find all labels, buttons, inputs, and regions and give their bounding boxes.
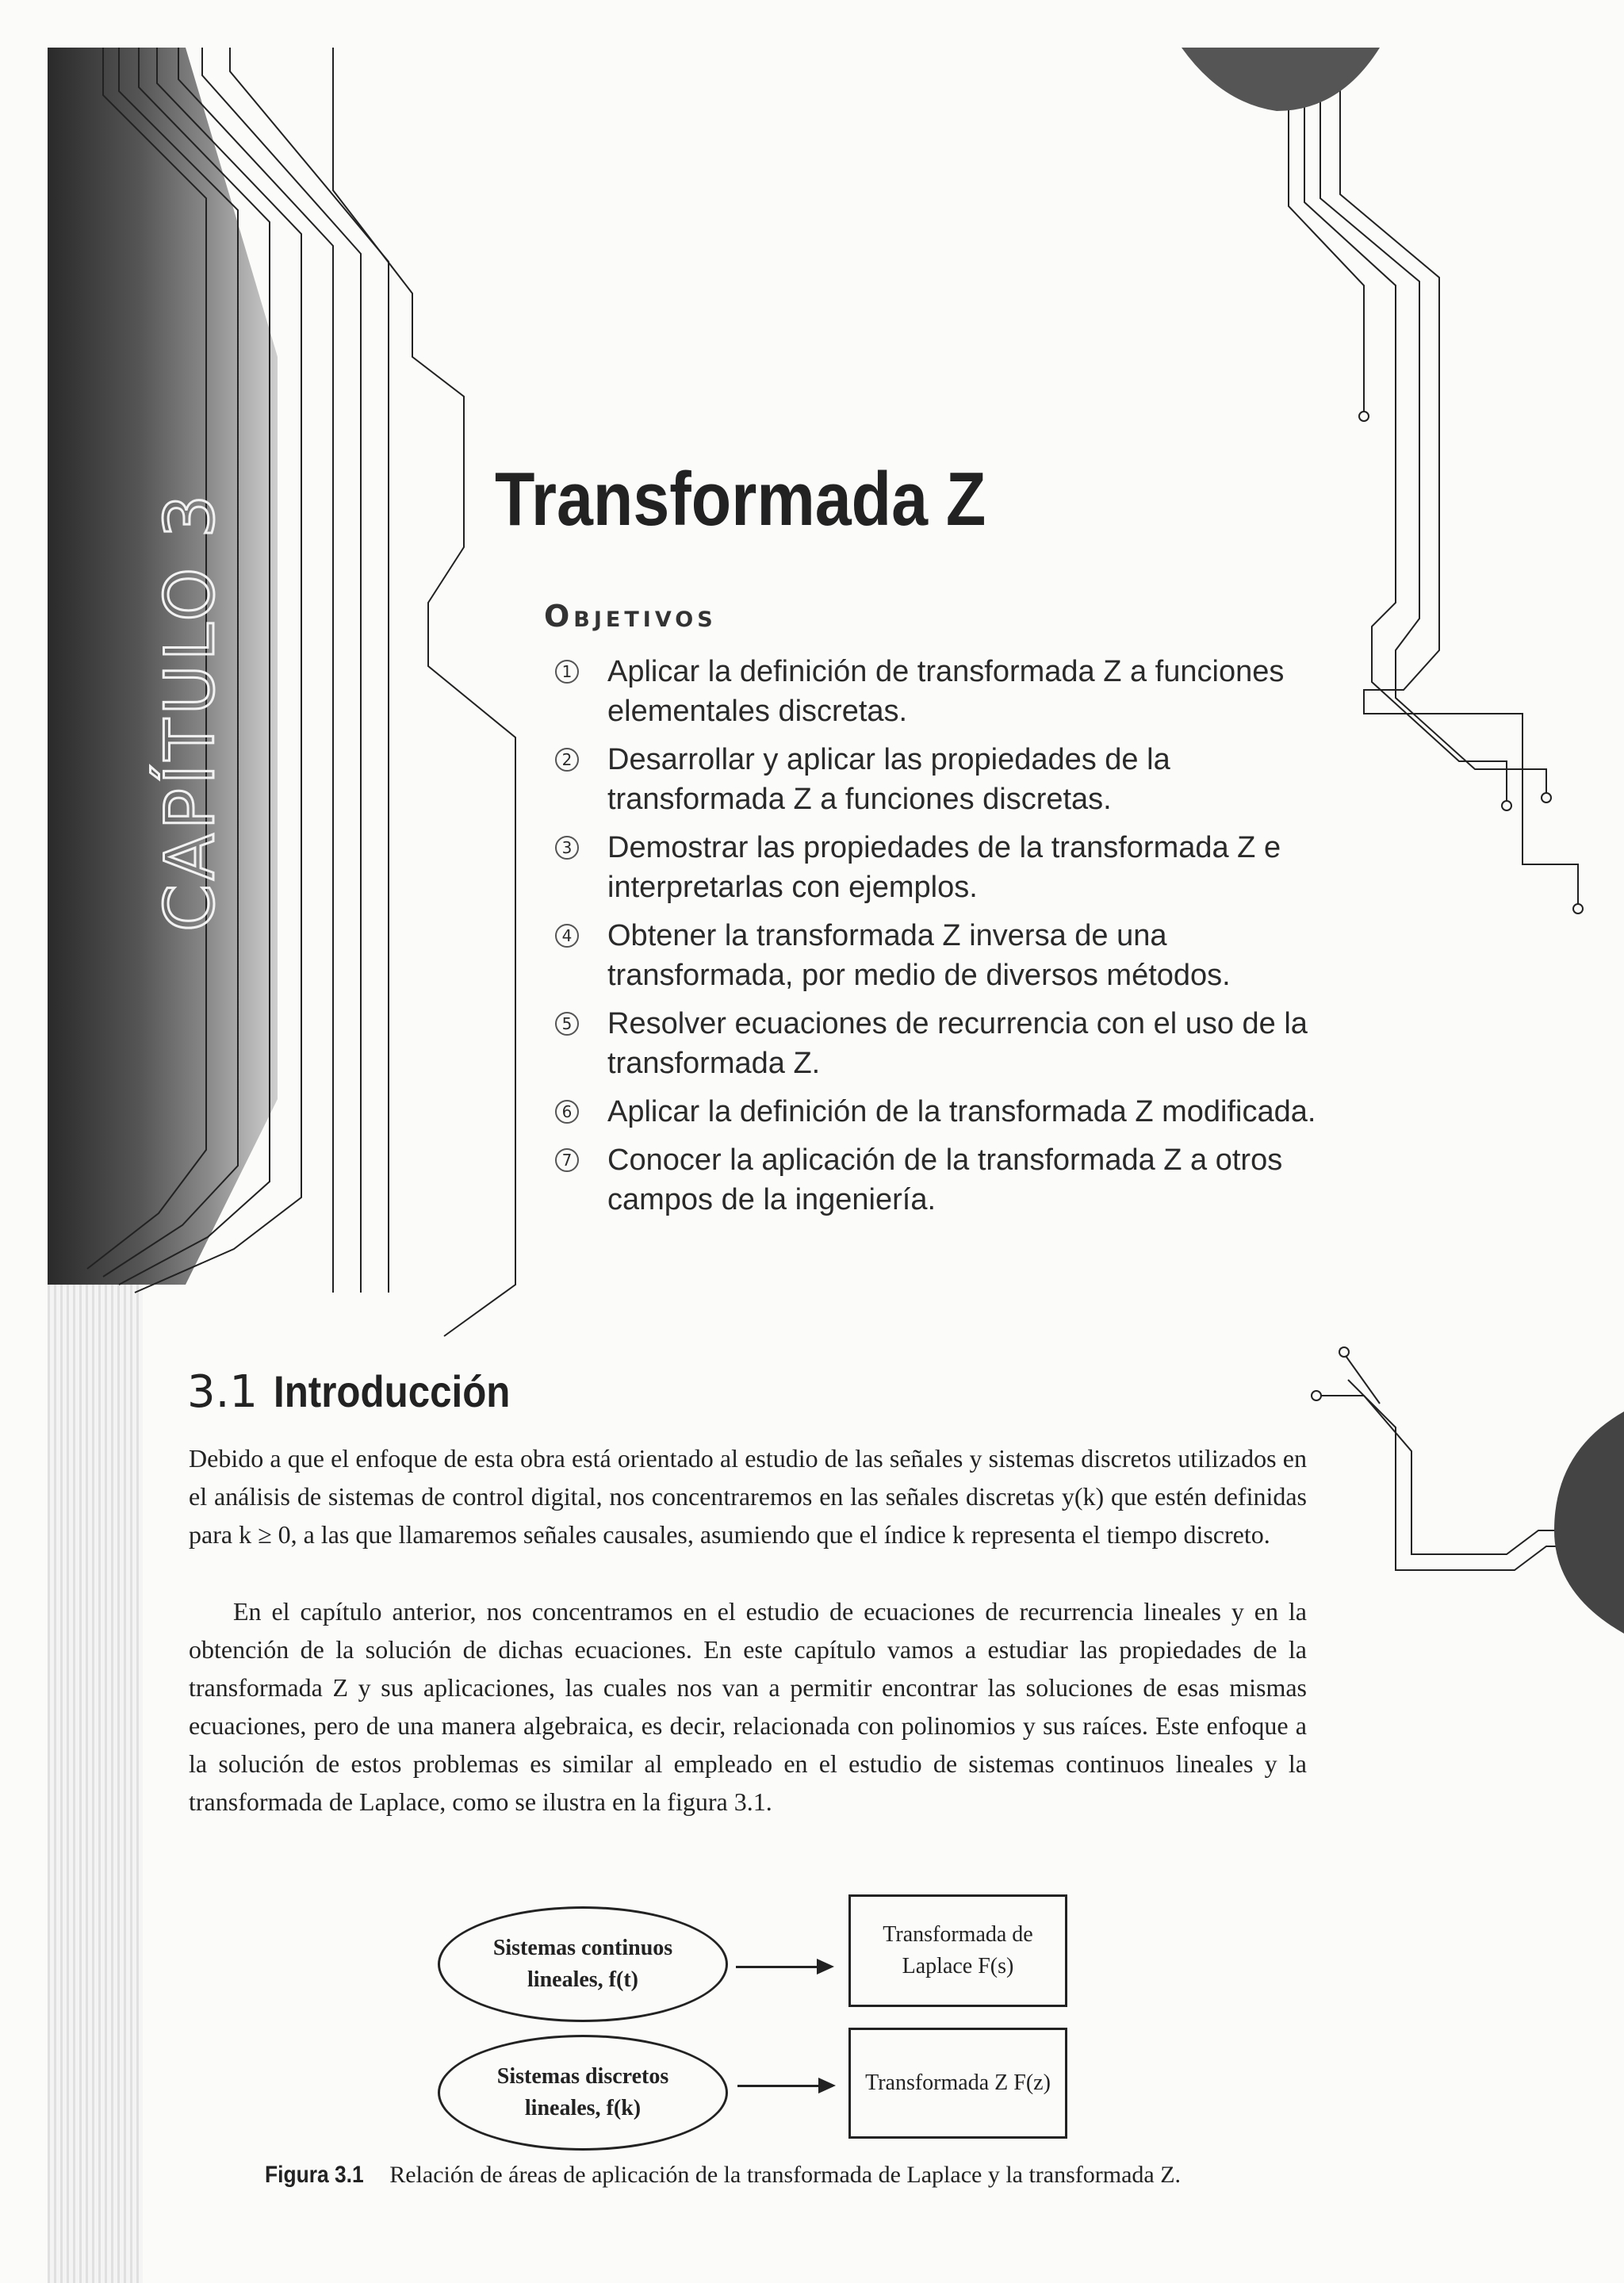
continuous-systems-node (438, 1906, 728, 2022)
laplace-line-1: Transformada de (883, 1922, 1033, 1947)
objectives-list (555, 652, 1316, 1228)
intro-paragraph-2: En el capítulo anterior, nos concentramos en el estudio de ecuaciones de recurrencia lineales y en la obtención de la solución de dichas ecuaciones. En este capítulo vamos a estudiar las propiedades de la transformada Z y sus aplicaciones, las cuales nos van a permitir encontrar las soluciones de esas mismas ecuaciones, pero de una manera algebraica, es decir, relacionada con polinomios y sus raíces. Este enfoque a la solución de estos problemas es similar al empleado en el estudio de sistemas continuos lineales y la transformada de Laplace, como se ilustra en la figura 3.1. (189, 1597, 1307, 1816)
laplace-transform-node (848, 1894, 1067, 2007)
objective-text: Aplicar la definición de la transformada Z modificada. (607, 1095, 1316, 1128)
arrow-discrete-to-z (737, 2085, 833, 2087)
discrete-systems-line-2: lineales, f(k) (524, 2096, 642, 2120)
objective-number: 1 (555, 660, 579, 684)
objective-item (555, 1092, 1316, 1132)
objective-number: 5 (555, 1012, 579, 1036)
objective-number: 4 (555, 924, 579, 948)
section-title: Introducción (274, 1366, 511, 1416)
objective-item (555, 828, 1316, 907)
objective-item (555, 916, 1316, 995)
objective-item (555, 652, 1316, 731)
laplace-line-2: Laplace F(s) (902, 1954, 1014, 1978)
section-heading (187, 1366, 542, 1418)
objective-text: Aplicar la definición de transformada Z a funciones elementales discretas. (607, 655, 1285, 728)
objective-text: Demostrar las propiedades de la transformada Z e interpretarlas con ejemplos. (607, 831, 1281, 904)
chapter-title: Transformada Z (495, 457, 986, 542)
z-transform-node (848, 2028, 1067, 2139)
discrete-systems-line-1: Sistemas discretos (496, 2064, 669, 2089)
objectives-heading: Objetivos (544, 599, 717, 634)
figure-caption-text: Relación de áreas de aplicación de la transformada de Laplace y la transformada Z. (389, 2162, 1182, 2188)
objective-number: 3 (555, 836, 579, 860)
objective-text: Conocer la aplicación de la transformada Z a otros campos de la ingeniería. (607, 1143, 1283, 1216)
objective-text: Desarrollar y aplicar las propiedades de la transformada Z a funciones discretas. (607, 743, 1170, 816)
objective-item (555, 740, 1316, 819)
objective-number: 6 (555, 1100, 579, 1124)
figure-caption (265, 2162, 1181, 2189)
chapter-label: CAPÍTULO 3 (151, 490, 230, 932)
arrow-continuous-to-laplace (736, 1966, 831, 1968)
objective-number: 7 (555, 1148, 579, 1172)
discrete-systems-node (438, 2035, 728, 2151)
objective-text: Resolver ecuaciones de recurrencia con el uso de la transformada Z. (607, 1007, 1308, 1080)
objective-number: 2 (555, 748, 579, 772)
intro-paragraph-1: Debido a que el enfoque de esta obra está orientado al estudio de las señales y sistemas discretos utilizados en el análisis de sistemas de control digital, nos concentraremos en las señales discretas y(k) que estén definidas para k ≥ 0, a las que llamaremos señales causales, asumiendo que el índice k representa el tiempo discreto. (189, 1444, 1307, 1549)
section-number: 3.1 (187, 1366, 259, 1418)
figure-caption-label: Figura 3.1 (265, 2162, 364, 2188)
objective-text: Obtener la transformada Z inversa de una transformada, por medio de diversos métodos. (607, 919, 1231, 992)
objective-item (555, 1004, 1316, 1083)
objective-item (555, 1140, 1316, 1220)
continuous-systems-line-2: lineales, f(t) (527, 1967, 638, 1992)
continuous-systems-line-1: Sistemas continuos (492, 1936, 673, 1960)
z-transform-label: Transformada Z F(z) (865, 2070, 1051, 2095)
